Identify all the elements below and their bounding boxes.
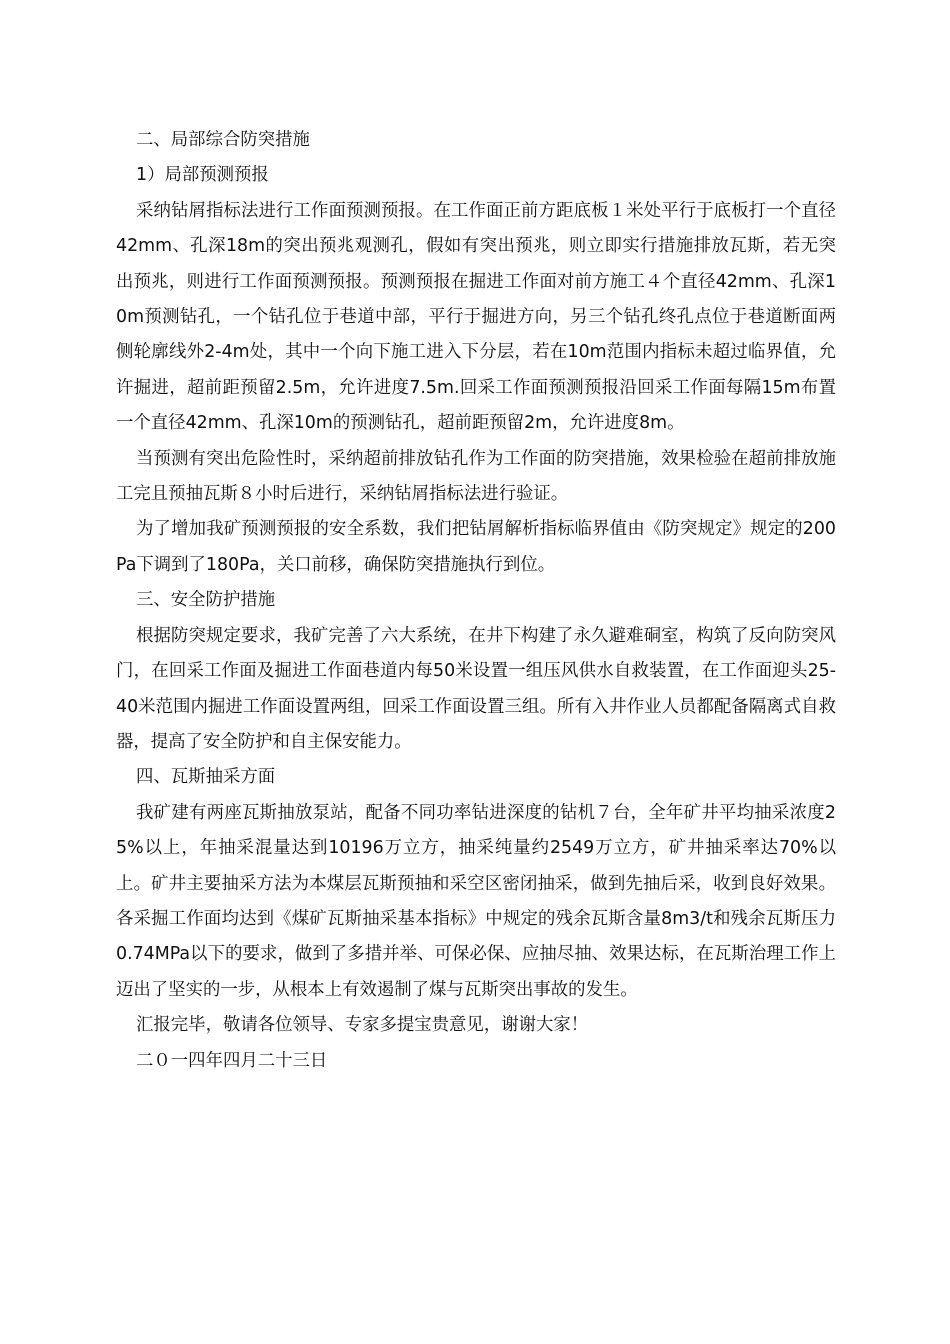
paragraph-prediction-method: 采纳钻屑指标法进行工作面预测预报。在工作面正前方距底板１米处平行于底板打一个直径42mm、孔深18m的突出预兆观测孔，假如有突出预兆，则立即实行措施排放瓦斯，若无突出预兆，则进行工作面预测预报。预测预报在掘进工作面对前方施工４个直径42mm、孔深10m预测钻孔，一个钻孔位于巷道中部，平行于掘进方向，另三个钻孔终孔点位于巷道断面两侧轮廓线外2-4m处，其中一个向下施工进入下分层，若在10m范围内指标未超过临界值，允许掘进，超前距预留2.5m，允许进度7.5m.回采工作面预测预报沿回采工作面每隔15m布置一个直径42mm、孔深10m的预测钻孔，超前距预留2m，允许进度8m。: [116, 200, 836, 434]
paragraph-gas-drainage: 我矿建有两座瓦斯抽放泵站，配备不同功率钻进深度的钻机７台，全年矿井平均抽采浓度25%以上，年抽采混量达到10196万立方，抽采纯量约2549万立方，矿井抽采率达70%以上。矿井主要抽采方法为本煤层瓦斯预抽和采空区密闭抽采，做到先抽后采，收到良好效果。各采掘工作面均达到《煤矿瓦斯抽采基本指标》中规定的残余瓦斯含量8m3/t和残余瓦斯压力0.74MPa以下的要求，做到了多措并举、可保必保、应抽尽抽、效果达标，在瓦斯治理工作上迈出了坚实的一步，从根本上有效遏制了煤与瓦斯突出事故的发生。: [116, 802, 836, 1000]
paragraph-safety-protection: 根据防突规定要求，我矿完善了六大系统，在井下构建了永久避难硐室，构筑了反向防突风门，在回采工作面及掘进工作面巷道内每50米设置一组压风供水自救装置，在工作面迎头25-40米范围内掘进工作面设置两组，回采工作面设置三组。所有入井作业人员都配备隔离式自救器，提高了安全防护和自主保安能力。: [116, 625, 836, 752]
section-heading-safety-protection: 三、安全防护措施: [136, 590, 276, 611]
section-heading-local-measures: 二、局部综合防突措施: [136, 130, 310, 150]
closing-remark: 汇报完毕，敬请各位领导、专家多提宝贵意见，谢谢大家！: [136, 1015, 589, 1036]
section-heading-gas-drainage: 四、瓦斯抽采方面: [136, 767, 276, 788]
document-page: [116, 123, 836, 1079]
paragraph-outburst-measures: 当预测有突出危险性时，采纳超前排放钻孔作为工作面的防突措施，效果检验在超前排放施工完且预抽瓦斯８小时后进行，采纳钻屑指标法进行验证。: [116, 448, 836, 505]
paragraph-safety-factor: 为了增加我矿预测预报的安全系数，我们把钻屑解析指标临界值由《防突规定》规定的200Pa下调到了180Pa，关口前移，确保防突措施执行到位。: [116, 519, 836, 575]
subsection-heading-prediction: 1）局部预测预报: [136, 165, 269, 186]
document-date: 二０一四年四月二十三日: [136, 1050, 328, 1071]
